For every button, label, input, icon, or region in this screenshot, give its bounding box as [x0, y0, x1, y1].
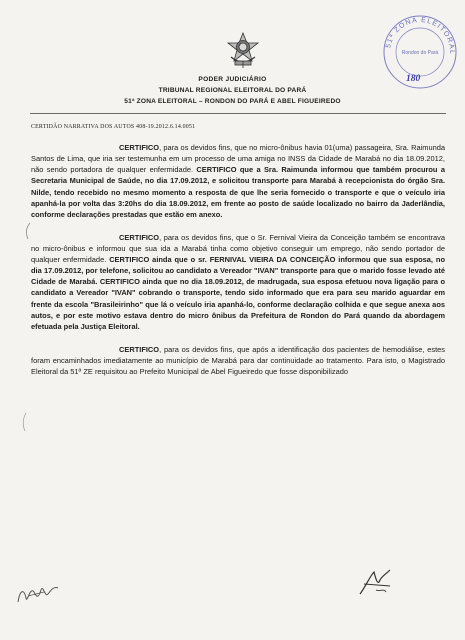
paragraph-3-lead: CERTIFICO	[119, 344, 160, 354]
stamp-ring-text: 51ª ZONA ELEITORAL	[385, 16, 456, 56]
margin-mark-icon	[20, 412, 28, 432]
certificate-body	[31, 142, 445, 388]
paragraph-2-text: , para os devidos fins, que o Sr. Fernival Vieira da Conceição também se encontrava no micro-ônibus e informou que sua ida a Marabá tinha como objetivo conseguir um emprego, não sendo portador de qualquer enfermidade.	[31, 232, 445, 264]
paragraph-3-text: , para os devidos fins, que após a identificação dos pacientes de hemodiálise, estes foram encaminhados imediatamente ao município de Marabá para dar continuidade ao tratamento. Para isto, o Magistrado Eleitoral da 51ª ZE requisitou ao Prefeito Municipal de Abel Figueiredo que fosse disponibilizado	[31, 344, 445, 376]
initials-signature-icon	[14, 578, 64, 608]
paragraph-2	[31, 232, 445, 332]
coat-of-arms-icon	[225, 31, 261, 69]
paragraph-2-bold: CERTIFICO ainda que o sr. FERNIVAL VIEIRA DA CONCEIÇÃO informou que sua esposa, no dia 17.09.2012, por telefone, solicitou ao candidato a Vereador "IVAN" transporte para que o marido fosse levado até Cidade de Marabá. CERTIFICO ainda que no dia 18.09.2012, de madrugada, sua esposa efetuou nova ligação para o candidato a Vereador "IVAN" cobrando o transporte, tendo sido informado que era para seu marido aguardar em frente da escola "Brasileirinho" que lá o veículo iria apanhá-lo, conforme declaração colhida e que segue anexa aos autos, e por este motivo estava dentro do micro ônibus da Prefeitura de Rondon do Pará quando da abordagem efetuada pela Justiça Eleitoral.	[31, 254, 445, 331]
paragraph-3	[31, 344, 445, 377]
header-line-1: PODER JUDICIÁRIO	[198, 76, 267, 83]
paragraph-1-text: , para os devidos fins, que no micro-ônibus havia 01(uma) passageira, Sra. Raimunda Santos de Lima, que iria ser testemunha em um processo de uma amiga no INSS da Cidade de Marabá no dia 18.09.2012, não sendo portadora de qualquer enfermidade.	[31, 143, 445, 175]
paragraph-1-bold: CERTIFICO que a Sra. Raimunda informou que também procurou a Secretaria Municipal de Saúde, no dia 17.09.2012, e solicitou transporte para Marabá à recepcionista do órgão Sra. Nilde, tendo recebido no mesmo momento a resposta de que lhe seria fornecido o transporte e que o veículo iria apanhá-la por volta das 3:20hs do dia 18.09.2012, em frente ao posto de saúde localizado no bairro da Jaderlândia, conforme declarações prestadas que estão em anexo.	[31, 165, 445, 219]
margin-mark-icon	[22, 222, 32, 240]
header-divider	[30, 113, 446, 114]
stamp-inner-text: Rondon do Pará	[401, 50, 439, 56]
paragraph-2-lead: CERTIFICO	[119, 232, 160, 242]
paragraph-1	[31, 142, 445, 220]
page-number: 180	[406, 74, 421, 84]
electoral-zone-stamp	[380, 12, 460, 92]
paragraph-1-lead: CERTIFICO	[119, 143, 160, 152]
signature-icon	[356, 566, 396, 600]
document-title: CERTIDÃO NARRATIVA DOS AUTOS 408-19.2012.6.14.0051	[31, 124, 196, 130]
header-line-2: TRIBUNAL REGIONAL ELEITORAL DO PARÁ	[158, 87, 307, 94]
header-line-3: 51ª ZONA ELEITORAL – RONDON DO PARÁ E ABEL FIGUEIREDO	[124, 98, 341, 105]
